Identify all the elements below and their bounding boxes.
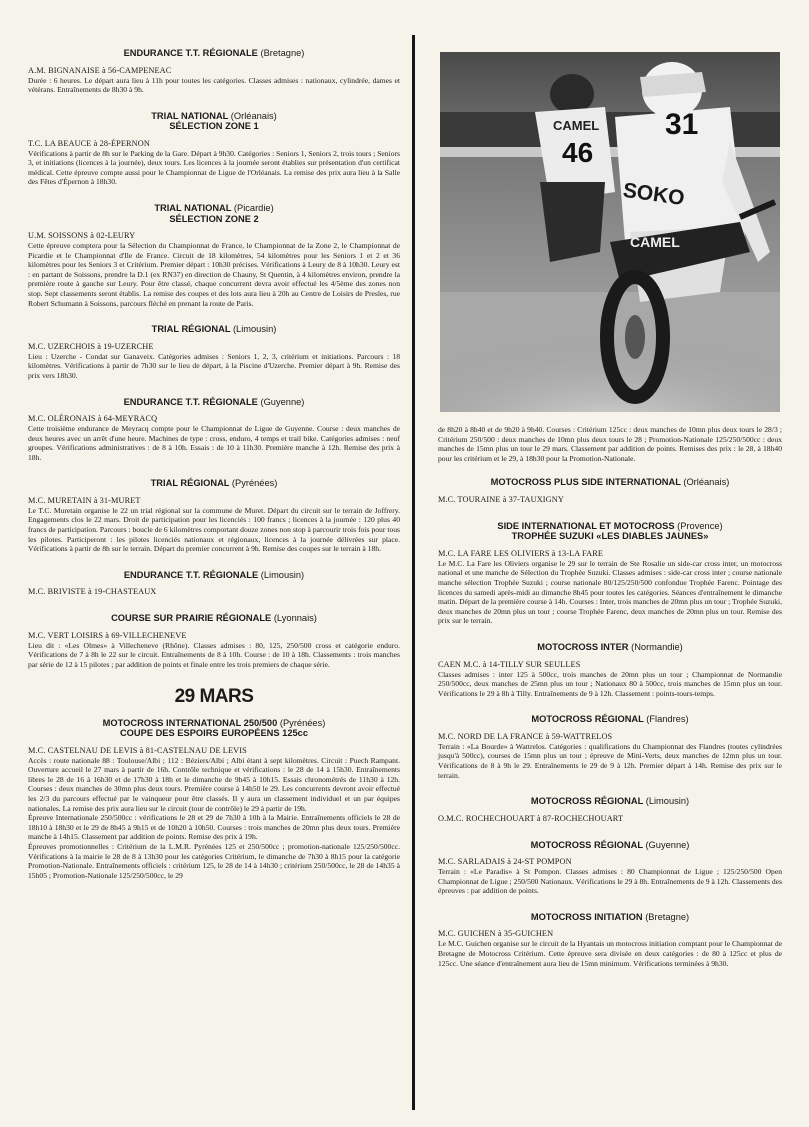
event-region: (Bretagne)	[260, 48, 305, 58]
event-subtitle: SÉLECTION ZONE 2	[169, 213, 259, 224]
event-endurance-limousin	[28, 570, 400, 598]
event-organizer: M.C. MURETAIN à 31-MURET	[28, 495, 141, 505]
event-organizer: M.C. TOURAINE à 37-TAUXIGNY	[438, 494, 564, 504]
event-heading	[28, 203, 400, 224]
event-title: MOTOCROSS RÉGIONAL	[530, 796, 644, 807]
event-title: TRIAL NATIONAL	[151, 110, 229, 121]
event-mx-regional-flandres	[438, 714, 782, 780]
event-title: MOTOCROSS INTER	[537, 642, 629, 653]
front-bib-text: SOKO	[621, 178, 686, 211]
event-region: (Flandres)	[646, 714, 689, 725]
event-heading	[438, 521, 782, 542]
event-heading	[438, 796, 782, 807]
banner-text: CAMEL	[630, 234, 680, 250]
event-organizer: O.M.C. ROCHECHOUART à 87-ROCHECHOUART	[438, 813, 624, 823]
event-region: (Guyenne)	[645, 839, 690, 850]
event-heading	[28, 570, 400, 581]
event-organizer: M.C. OLÉRONAIS à 64-MEYRACQ	[28, 414, 158, 423]
event-endurance-bretagne	[28, 48, 400, 95]
event-title: MOTOCROSS INITIATION	[530, 911, 643, 922]
event-subtitle: TROPHÉE SUZUKI «LES DIABLES JAUNES»	[511, 531, 709, 542]
event-trial-limousin	[28, 324, 400, 380]
event-title: ENDURANCE T.T. RÉGIONALE	[123, 569, 259, 580]
back-rider-number: 46	[562, 137, 594, 168]
event-description: Le M.C. Guichen organise sur le circuit de la Hyantais un motocross initiation comptant pour le Championnat de Bretagne de Motocross Critérium. Cette épreuve sera divisée en deux catégories : de 80 à 125cc et plus de 125cc. Une séance d'entraînement aura lieu de 15mn minimum. Vérifications terminées à 9h30.	[438, 939, 782, 968]
event-heading	[28, 324, 400, 335]
column-divider	[412, 35, 415, 1110]
event-heading	[28, 613, 400, 624]
event-region: (Guyenne)	[260, 396, 305, 407]
event-subtitle: SÉLECTION ZONE 1	[169, 121, 259, 132]
event-region: (Limousin)	[645, 796, 690, 807]
event-motocross-international-pyrenees	[28, 718, 400, 881]
event-title: MOTOCROSS INTERNATIONAL 250/500	[102, 717, 278, 728]
event-description: Cette épreuve comptera pour la Sélection du Championnat de France, le Championnat de la Zone 2, le Championnat de Picardie et le Championnat d'Ile de France. Circuit de 18 kilomètres, 54 kilomètres pour les Seniors 1 et 2 et 36 kilomètres pour les Seniors 3 et Critérium. Premier départ : 10h30 précises. Vérifications à Leury de 8 à 10h30. Leury est : en partant de Soissons, prendre la D.1 (ex RN37) en direction de Chauny, St Quentin, à 4 kilomètres environ, prendre la première route à gauche sur Leury. Pour être classé, chaque concurrent devra avoir effectué les 4/5ème des zones non stop. Sept classements seront établis. La remise des coupes et des lots aura lieu à 20h au Centre de Loisirs de Presles, rue Robert Schumann à Soissons, parcours fléché en prenant la route de Paris.	[28, 241, 400, 308]
event-region: (Normandie)	[631, 642, 683, 653]
event-mx-side-orleanais	[438, 477, 782, 505]
event-description: Vérifications à partir de 8h sur le Parking de la Gare. Départ à 9h30. Catégories : Seniors 1, Seniors 2, trois tours ; Seniors 3, et initiations (licences à la journée), deux tours. Les licences à la journée seront établies sur présentation d'un certificat médical. Cette épreuve compte aussi pour le Championnat de Ligue de l'Orléanais. La remise des prix aura lieu à la Salle des Fêtes d'Épernon à 18h30.	[28, 148, 400, 187]
event-organizer: CAEN M.C. à 14-TILLY SUR SEULLES	[438, 659, 581, 669]
front-rider-number: 31	[665, 108, 699, 141]
event-description-international: Épreuve Internationale 250/500cc : vérifications le 28 et 29 de 7h30 à 10h à la Mairie. Entraînements officiels le 28 de 18h10 à 18h30 et le 29 de 8h45 à 9h15 et de 10h20 à 10h50. Courses : trois manches de 20mn plus deux tours. Première manche à 14h15. Classement par addition de points. Remise des prix à 19h.	[28, 813, 400, 842]
event-organizer: M.C. VERT LOISIRS à 69-VILLECHENEVE	[28, 630, 187, 640]
event-organizer: M.C. SARLADAIS à 24-ST POMPON	[438, 857, 572, 867]
event-region: (Orléanais)	[683, 477, 730, 488]
event-organizer: A.M. BIGNANAISE à 56-CAMPENEAC	[28, 65, 172, 75]
event-organizer: M.C. GUICHEN à 35-GUICHEN	[438, 929, 554, 939]
date-heading: 29 MARS	[174, 685, 254, 707]
event-heading	[438, 912, 782, 923]
event-region: (Limousin)	[260, 569, 305, 580]
event-region: (Orléanais)	[230, 110, 277, 121]
event-heading	[438, 840, 782, 851]
event-heading	[438, 642, 782, 653]
event-mx-inter-normandie	[438, 642, 782, 698]
back-bib-text: CAMEL	[553, 118, 600, 133]
event-region: (Bretagne)	[645, 911, 690, 922]
event-title: COURSE SUR PRAIRIE RÉGIONALE	[111, 613, 272, 624]
event-region: (Pyrénées)	[279, 717, 326, 728]
event-heading	[28, 48, 400, 59]
event-organizer: M.C. LA FARE LES OLIVIERS à 13-LA FARE	[438, 548, 604, 558]
event-heading	[28, 111, 400, 132]
event-description-promotional: Épreuves promotionnelles : Critérium de la L.M.R. Pyrénées 125 et 250/500cc ; promotion-nationale 125/250/500cc. Vérifications à la mairie le 28 de 8 à 13h30 pour les catégories Critérium, le dimanche de 7h30 à 8h15 pour la catégorie Promotion-Nationale. Entraînements officiels : critérium 125, le 28 de 14 à 14h30 ; critérium 250/500cc, le 28 de 14h35 à 15h05 ; Promotion-Nationale 125/250/500cc, le 29	[28, 841, 400, 880]
event-title: TRIAL NATIONAL	[154, 203, 232, 214]
event-region: (Limousin)	[232, 324, 277, 335]
event-description: Le T.C. Muretain organise le 22 un trial régional sur la commune de Muret. Départ du circuit sur le terrain de Joffrery. Engagements clos le 22 mars. Droit de participation pour les licenciés : 100 francs ; licences à la journée : 120 plus 40 francs de participation. Parcours : boucle de 6 kilomètres comportant douze zones non stop à parcourir trois fois pour tous les pilotes. Participeront : les pilotes licenciés nationaux et régionaux, licences à la journée délivrées sur place. Vérifications à partir de 8h sur le terrain. Départ du premier concurrent à 9h. Remise des coupes sur le terrain à 18h.	[28, 505, 400, 554]
event-region: (Provence)	[677, 520, 723, 531]
event-region: (Pyrénées)	[231, 478, 278, 489]
event-heading	[28, 718, 400, 739]
event-endurance-guyenne	[28, 397, 400, 463]
event-title: MOTOCROSS RÉGIONAL	[530, 839, 643, 850]
event-description: Terrain : «La Bourde» à Wattrelos. Catégories : qualifications du Championnat des Flandres (toutes cylindrées jusqu'à 500cc), courses de 15mn plus un tour ; épreuve de Mini-Verts, deux manches de 12mn plus un tour. Vérifications de 8 à 9h le 29. Entraînements le 29 de 9 à 12h. Premier départ à 14h. Remise des prix sur le terrain.	[438, 741, 782, 780]
event-heading	[438, 477, 782, 488]
event-organizer: M.C. BRIVISTE à 19-CHASTEAUX	[28, 587, 157, 597]
event-description: Le M.C. La Fare les Oliviers organise le 29 sur le terrain de Ste Rosalie un side-car cross inter, un motocross national et une manche de Sélection du Trophée Suzuki. Classes admises : side-car cross inter ; course nationale manche sélection Trophée Suzuki ; course nationale 80/125/250/500 confondue Trophée Farenc. Pointage des licences du samedi après-midi au dimanche 8h45 pour toutes les catégories. Séances d'entraînement le dimanche matin. Départ de la première course à 14h. Courses : Inter, trois manches de 20mn plus un tour ; Trophée Suzuki, deux manches de 20mn plus un tour ; course Trophée Farenc, deux manches de 20mn plus un tour. Remise des prix sur le terrain.	[438, 558, 782, 626]
event-organizer: U.M. SOISSONS à 02-LEURY	[28, 231, 136, 241]
continued-text: de 8h20 à 8h40 et de 9h20 à 9h40. Courses : Critérium 125cc : deux manches de 10mn plus deux tours le 28/3 ; Critérium 250/500 : deux manches de 10mn plus deux tours le 28 ; Promotion-Nationale 125/250/500cc : deux manches de 15mn plus un tour le 29 mars. Classement par addition de points. Remises des prix : le 28, à 18h40 pour les critérium et le 29, à 18h30 pour la Promotion-Nationale.	[438, 425, 782, 463]
event-title: ENDURANCE T.T. RÉGIONALE	[123, 48, 258, 58]
event-heading	[28, 478, 400, 489]
event-mx-regional-guyenne	[438, 840, 782, 896]
event-description: Classes admises : inter 125 à 500cc, trois manches de 20mn plus un tour ; Championnat de Normandie 250/500cc, deux manches de 25mn plus un tour ; Nationaux 80 à 500cc, trois manches de 15mn plus un tour. Vérifications le 29 à 8h à Tilly. Entraînements de 9 à 12h. Classement : points-tours-temps.	[438, 669, 782, 698]
event-description: Lieu dit : «Les Olmes» à Villecheneve (Rhône). Classes admises : 80, 125, 250/500 cross et catégorie enduro. Vérifications de 7 à 8h le 22 sur le circuit. Entraînements de 8 à 10h. Course : de 10 à 18h. Classements : trois manches par série de 12 à 15 pilotes ; par addition de points et finale entre les trois premiers de chaque série.	[28, 640, 400, 670]
event-organizer: M.C. UZERCHOIS à 19-UZERCHE	[28, 341, 154, 351]
event-description: Terrain : «Le Paradis» à St Pompon. Classes admises : 80 Championnat de Ligue ; 125/250/500 Open Championnat de Ligue ; 250/500 Nationaux. Vérifications le 29 à 8h. Entraînements de 9 à 12h. Classements des épreuves : par addition de points.	[438, 867, 782, 896]
event-description: Durée : 6 heures. Le départ aura lieu à 11h pour toutes les catégories. Classes admises : nationaux, cylindrée, dames et vétérans. Entraînements de 8h30 à 9h.	[28, 75, 400, 95]
event-trial-orleanais	[28, 111, 400, 187]
event-title: MOTOCROSS PLUS SIDE INTERNATIONAL	[490, 477, 681, 488]
event-heading	[438, 714, 782, 725]
event-organizer: T.C. LA BEAUCE à 28-ÉPERNON	[28, 138, 150, 148]
event-prairie-lyonnais	[28, 613, 400, 669]
event-trial-picardie	[28, 203, 400, 308]
event-mx-initiation-bretagne	[438, 912, 782, 968]
right-column	[438, 425, 782, 984]
event-region: (Lyonnais)	[273, 613, 317, 624]
event-mx-regional-limousin	[438, 796, 782, 824]
motocross-photo	[440, 52, 780, 412]
event-description: Accès : route nationale 88 : Toulouse/Albi ; 112 : Béziers/Albi ; Albi étant à sept kilomètres. Circuit : Puech Rampant. Ouverture accueil le 27 mars à partir de 16h. Contrôle technique et vérifications : le 28 de 14 à 15h30. Entraînements libres le 28 de 16 à 16h30 et de 17h30 à 18h et le dimanche de 9h45 à 10h15. Essais chronométrés de 11h30 à 12h. Courses : deux manches de 30mn plus deux tours. Première course à 14h50 le 29. Les concurrents devront avoir effectué les 2/3 du parcours effectué par le vainqueur pour être classés. Il y aura un classement individuel et un par équipes nationales. La remise des prix aura lieu sur le circuit (tour de contrôle) le 29 à partir de 19h.	[28, 755, 400, 813]
event-title: MOTOCROSS RÉGIONAL	[531, 714, 644, 725]
photo-artwork	[440, 52, 780, 412]
event-region: (Picardie)	[233, 203, 274, 214]
event-organizer: M.C. CASTELNAU DE LEVIS à 81-CASTELNAU DE LEVIS	[28, 745, 247, 755]
event-description: Cette troisième endurance de Meyracq compte pour le Championnat de Ligue de Guyenne. Course : deux manches de deux heures avec un arrêt d'une heure. Machines de type : cross, enduro, 4 temps et trail bike. Catégories admises : neuf groupes. Vérifications administratives : de 8 à 10h. Essais : de 10 à 11h30. Première manche à 12h. Remise des prix à 18h.	[28, 424, 400, 462]
event-title: TRIAL RÉGIONAL	[150, 478, 230, 489]
event-side-provence	[438, 521, 782, 626]
event-title: TRIAL RÉGIONAL	[151, 324, 231, 335]
event-title: ENDURANCE T.T. RÉGIONALE	[123, 396, 258, 407]
left-column	[28, 48, 400, 896]
event-trial-pyrenees	[28, 478, 400, 553]
event-title: SIDE INTERNATIONAL ET MOTOCROSS	[497, 520, 675, 531]
event-heading	[28, 397, 400, 408]
event-organizer: M.C. NORD DE LA FRANCE à 59-WATTRELOS	[438, 731, 613, 741]
event-subtitle: COUPE DES ESPOIRS EUROPÉENS 125cc	[119, 728, 309, 739]
event-description: Lieu : Uzerche - Condat sur Ganaveix. Catégories admises : Seniors 1, 2, 3, critérium et initiations. Parcours : 18 kilomètres. Vérifications à partir de 7h30 sur le lieu de départ, à la Piscine d'Uzerche. Premier départ à 9h. Remise des prix vers 18h30.	[28, 351, 400, 380]
